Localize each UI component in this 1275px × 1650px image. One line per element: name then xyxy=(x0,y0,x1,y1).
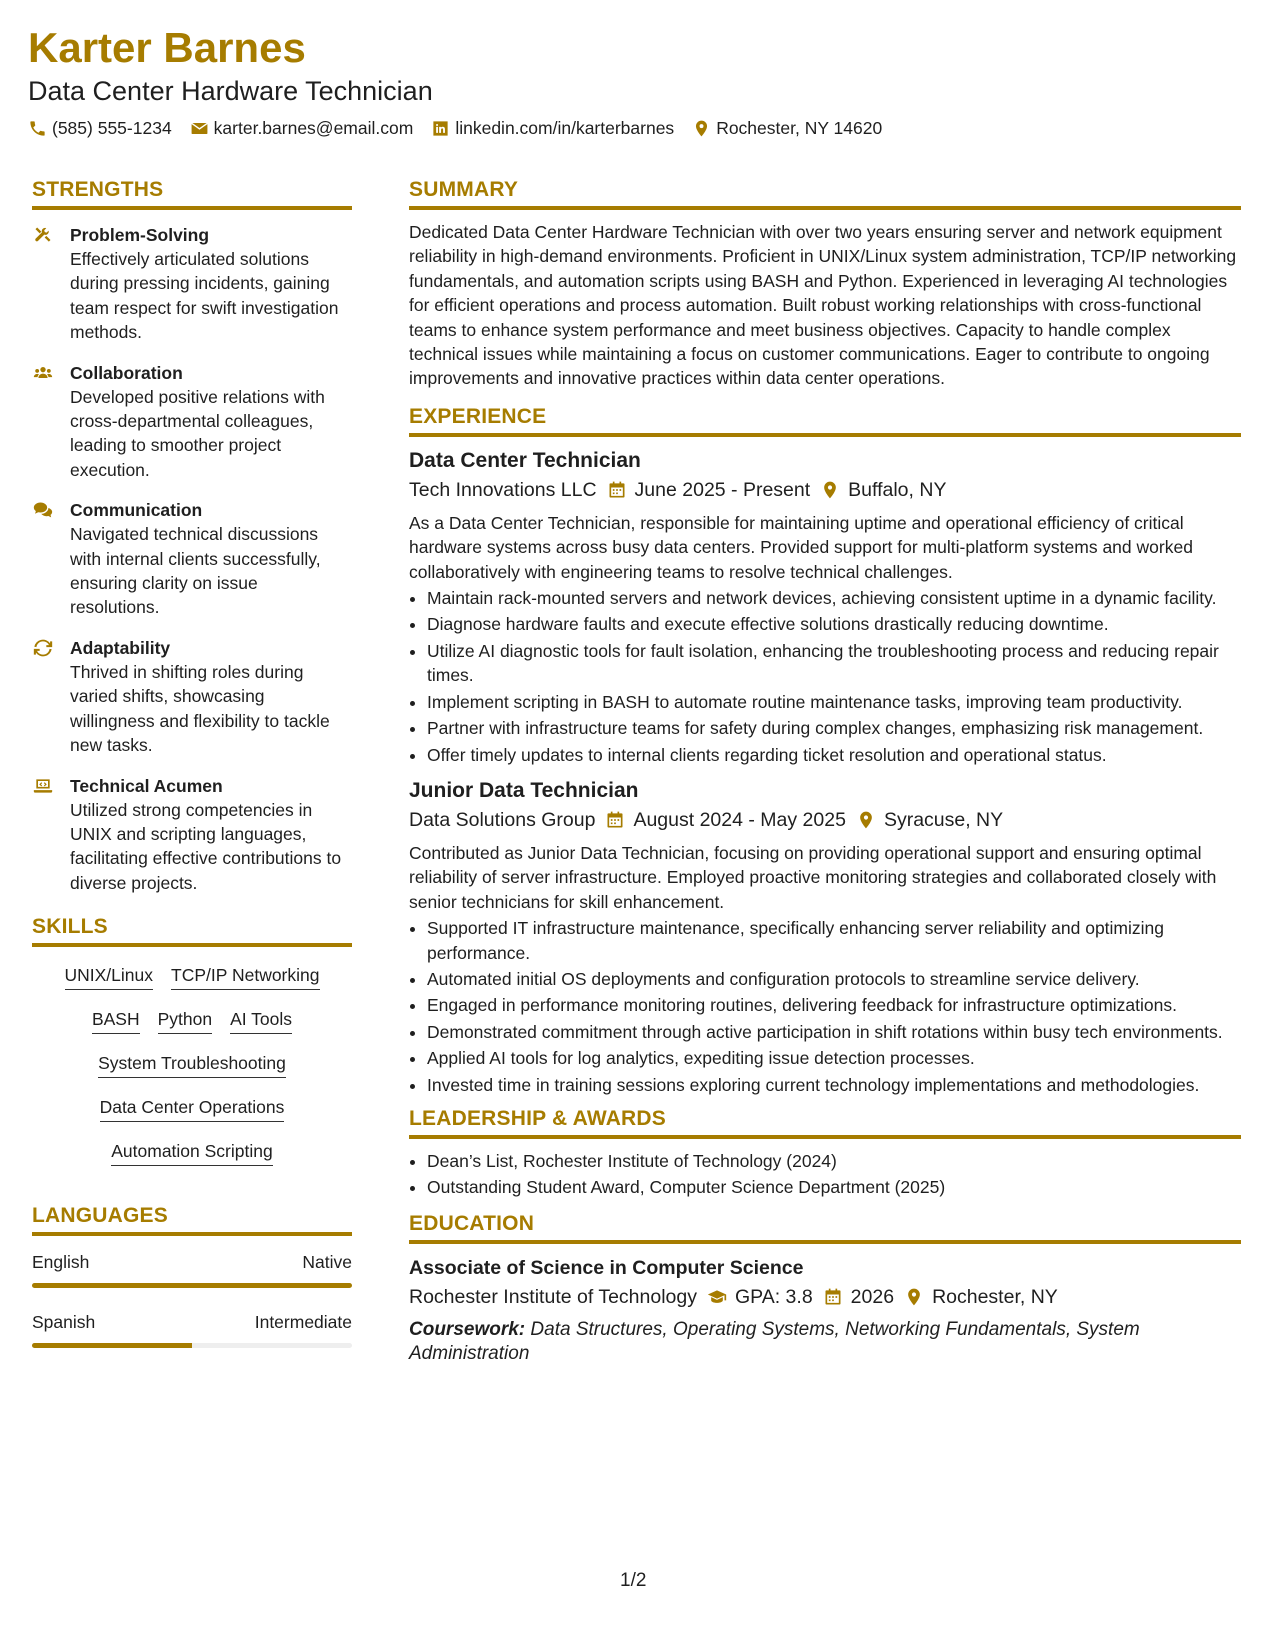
language-item xyxy=(32,1250,352,1288)
skill-tag: UNIX/Linux xyxy=(65,963,154,990)
skill-tag: AI Tools xyxy=(230,1007,292,1034)
job-bullet: • Implement scripting in BASH to automate routine maintenance tasks, improving team productivity. xyxy=(427,690,1241,714)
leadership-heading: LEADERSHIP & AWARDS xyxy=(409,1107,1241,1139)
language-level: Native xyxy=(302,1252,352,1273)
strengths-heading: STRENGTHS xyxy=(32,178,352,210)
job-dates: June 2025 - Present xyxy=(634,478,811,501)
skill-tag: Data Center Operations xyxy=(100,1095,285,1122)
strength-desc: Navigated technical discussions with internal clients successfully, ensuring clarity on issue resolutions. xyxy=(70,524,321,618)
strength-item xyxy=(32,223,352,345)
chat-icon xyxy=(32,500,54,520)
linkedin-text: linkedin.com/in/karterbarnes xyxy=(455,118,675,138)
job-entry xyxy=(409,777,1241,1097)
coursework-text: Data Structures, Operating Systems, Networking Fundamentals, System Administration xyxy=(409,1318,1140,1365)
school-location: Rochester, NY xyxy=(932,1285,1058,1308)
strength-desc: Utilized strong competencies in UNIX and scripting languages, facilitating effective contributions to diverse projects. xyxy=(70,799,342,893)
job-title: Data Center Technician xyxy=(409,448,641,472)
location-pin-icon xyxy=(904,1287,924,1307)
language-bar xyxy=(32,1283,352,1288)
language-bar-fill xyxy=(32,1343,192,1348)
job-bullet: • Engaged in performance monitoring routines, delivering feedback for infrastructure optimizations. xyxy=(427,993,1241,1017)
left-column xyxy=(32,178,352,1370)
job-meta xyxy=(409,475,1241,505)
email-icon xyxy=(190,119,209,138)
job-meta xyxy=(409,805,1241,835)
page-number: 1/2 xyxy=(620,1570,647,1591)
strength-item xyxy=(32,361,352,483)
company-name: Tech Innovations LLC xyxy=(409,478,597,501)
education-meta xyxy=(409,1282,1241,1312)
awards-list xyxy=(409,1149,1241,1200)
strength-title: Adaptability xyxy=(70,637,171,658)
company-name: Data Solutions Group xyxy=(409,808,596,831)
contact-linkedin[interactable] xyxy=(431,118,674,139)
contact-location xyxy=(692,118,882,139)
calendar-icon xyxy=(823,1287,843,1307)
languages-heading: LANGUAGES xyxy=(32,1204,352,1236)
linkedin-icon xyxy=(431,119,450,138)
job-bullet: • Applied AI tools for log analytics, expediting issue detection processes. xyxy=(427,1046,1241,1070)
laptop-code-icon xyxy=(32,776,54,796)
award-item: • Outstanding Student Award, Computer Science Department (2025) xyxy=(427,1175,1241,1199)
job-bullet: • Maintain rack-mounted servers and network devices, achieving consistent uptime in a dynamic facility. xyxy=(427,586,1241,610)
tools-icon xyxy=(32,225,54,245)
skill-tag: TCP/IP Networking xyxy=(171,963,319,990)
job-bullet: • Diagnose hardware faults and execute effective solutions drastically reducing downtime. xyxy=(427,612,1241,636)
coursework-label: Coursework: xyxy=(409,1318,526,1340)
skills-heading: SKILLS xyxy=(32,915,352,947)
award-item: • Dean’s List, Rochester Institute of Technology (2024) xyxy=(427,1149,1241,1173)
language-name: Spanish xyxy=(32,1312,96,1333)
candidate-name: Karter Barnes xyxy=(28,24,306,71)
right-column xyxy=(409,178,1241,1367)
strength-desc: Thrived in shifting roles during varied shifts, showcasing willingness and flexibility to tackle new tasks. xyxy=(70,661,330,756)
gpa-text: GPA: 3.8 xyxy=(734,1285,813,1308)
skill-tag: System Troubleshooting xyxy=(98,1051,286,1078)
job-location: Buffalo, NY xyxy=(848,478,947,501)
language-bar xyxy=(32,1343,352,1348)
strength-desc: Effectively articulated solutions during pressing incidents, gaining team respect for swift investigation methods. xyxy=(70,249,339,343)
strength-title: Communication xyxy=(70,500,203,521)
graduation-year: 2026 xyxy=(850,1285,895,1308)
job-bullet: • Invested time in training sessions exploring current technology implementations and methodologies. xyxy=(427,1073,1241,1097)
strength-title: Collaboration xyxy=(70,362,183,383)
contact-email[interactable] xyxy=(190,118,414,139)
strength-item xyxy=(32,636,352,758)
strength-item xyxy=(32,498,352,620)
strength-title: Problem-Solving xyxy=(70,225,210,245)
strength-desc: Developed positive relations with cross-departmental colleagues, leading to smoother project execution. xyxy=(70,386,325,480)
strength-title: Technical Acumen xyxy=(70,775,223,796)
job-description: Contributed as Junior Data Technician, focusing on providing operational support and ensuring optimal reliability of server infrastructure. Employed proactive monitoring strategies and collaborated closely with senior technicians for skill enhancement. xyxy=(409,842,1217,912)
language-level: Intermediate xyxy=(254,1312,352,1333)
sync-icon xyxy=(32,638,54,658)
skill-tag: BASH xyxy=(92,1007,140,1034)
calendar-icon xyxy=(607,480,627,500)
skill-tag: Automation Scripting xyxy=(111,1139,272,1166)
strength-item xyxy=(32,774,352,896)
job-bullet: • Automated initial OS deployments and configuration protocols to streamline service delivery. xyxy=(427,967,1241,991)
degree-title: Associate of Science in Computer Science xyxy=(409,1256,804,1279)
job-dates: August 2024 - May 2025 xyxy=(633,808,846,831)
job-bullet: • Demonstrated commitment through active participation in shift rotations within busy tech environments. xyxy=(427,1020,1241,1044)
job-bullet: • Supported IT infrastructure maintenance, specifically enhancing server reliability and optimizing performance. xyxy=(427,916,1241,965)
skill-tag: Python xyxy=(158,1007,212,1034)
coursework xyxy=(409,1318,1241,1367)
job-location: Syracuse, NY xyxy=(883,808,1004,831)
summary-heading: SUMMARY xyxy=(409,178,1241,210)
experience-heading: EXPERIENCE xyxy=(409,405,1241,437)
job-bullets xyxy=(409,916,1241,1097)
users-icon xyxy=(32,363,54,383)
job-entry xyxy=(409,447,1241,767)
job-title: Junior Data Technician xyxy=(409,778,639,802)
resume-header xyxy=(28,22,1248,139)
calendar-icon xyxy=(605,810,625,830)
school-name: Rochester Institute of Technology xyxy=(409,1285,697,1308)
language-name: English xyxy=(32,1252,90,1273)
contact-bar xyxy=(28,118,1248,139)
language-bar-fill xyxy=(32,1283,352,1288)
location-pin-icon xyxy=(856,810,876,830)
location-pin-icon xyxy=(692,119,711,138)
contact-phone[interactable] xyxy=(28,118,172,139)
education-heading: EDUCATION xyxy=(409,1212,1241,1244)
job-bullet: • Utilize AI diagnostic tools for fault isolation, enhancing the troubleshooting process and reducing repair times. xyxy=(427,639,1241,688)
job-description: As a Data Center Technician, responsible for maintaining uptime and operational efficiency of critical hardware systems across busy data centers. Provided support for multi-platform systems and worked collaboratively with engineering teams to resolve technical challenges. xyxy=(409,512,1193,582)
phone-text: (585) 555-1234 xyxy=(52,118,172,138)
phone-icon xyxy=(28,119,47,138)
summary-text: Dedicated Data Center Hardware Technician with over two years ensuring server and network equipment reliability in high-demand environments. Proficient in UNIX/Linux system administration, TCP/IP networking fundamentals, and automation scripts using BASH and Python. Experienced in leveraging AI technologies for efficient operations and process automation. Built robust working relationships with cross-functional teams to enhance system performance and meet business objectives. Capacity to handle complex technical issues while maintaining a focus on customer communications. Eager to contribute to ongoing improvements and innovative practices within data center operations. xyxy=(409,222,1237,389)
candidate-title: Data Center Hardware Technician xyxy=(28,76,433,106)
job-bullet: • Offer timely updates to internal clients regarding ticket resolution and operational status. xyxy=(427,743,1241,767)
email-text: karter.barnes@email.com xyxy=(213,118,414,138)
skills-list xyxy=(32,957,352,1166)
language-item xyxy=(32,1310,352,1348)
graduation-cap-icon xyxy=(707,1287,727,1307)
location-text: Rochester, NY 14620 xyxy=(716,118,883,138)
job-bullet: • Partner with infrastructure teams for safety during complex changes, emphasizing risk management. xyxy=(427,716,1241,740)
job-bullets xyxy=(409,586,1241,767)
location-pin-icon xyxy=(820,480,840,500)
